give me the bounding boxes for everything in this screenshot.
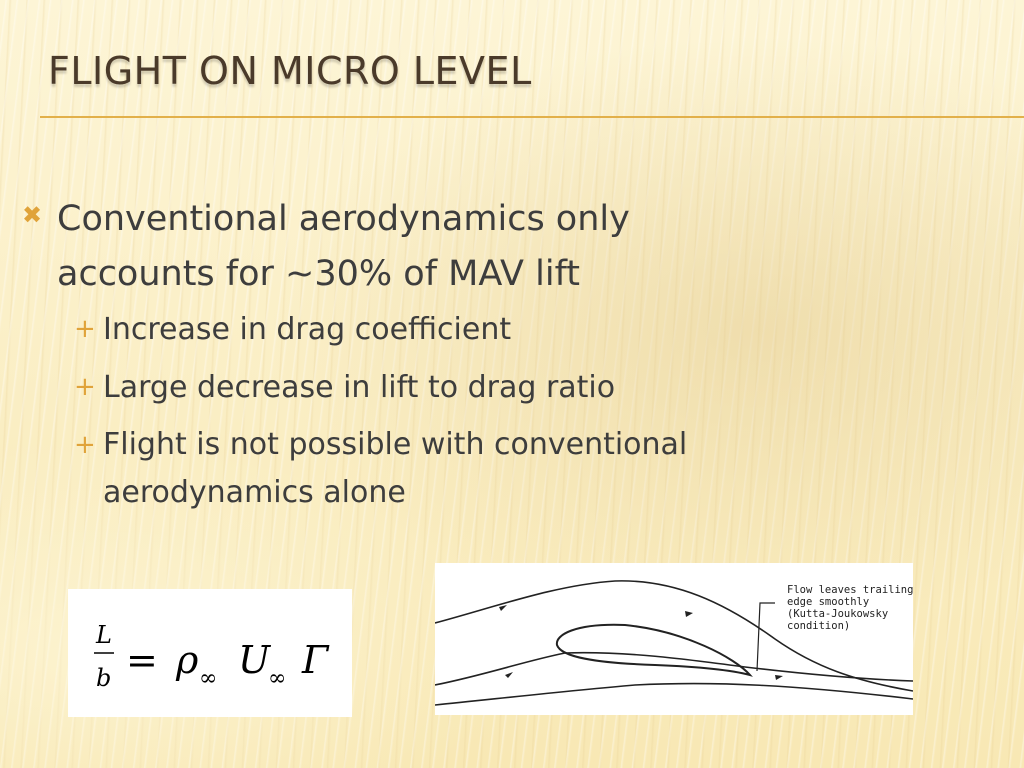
lift-formula: [68, 589, 352, 717]
formula-denominator-b: b: [96, 664, 112, 692]
formula-gamma: Γ: [302, 638, 329, 682]
title-divider: [40, 116, 1024, 118]
bullet-conventional-aerodynamics: Conventional aerodynamics only accounts for ~30% of MAV lift: [57, 199, 630, 294]
plus-bullet-icon: +: [74, 430, 96, 460]
annotation-line-4: condition): [787, 620, 851, 632]
slide-title: FLIGHT ON MICRO LEVEL: [48, 49, 532, 93]
formula-U-subscript: ∞: [268, 666, 287, 691]
formula-svg: [68, 589, 352, 717]
airfoil-shape: [557, 625, 750, 675]
flow-arrow-icon: [499, 605, 507, 611]
x-bullet-icon: ✖: [22, 201, 43, 229]
flow-arrow-icon: [505, 672, 513, 678]
formula-U: U: [238, 638, 271, 682]
formula-numerator-L: L: [96, 621, 112, 649]
annotation-line-3: (Kutta-Joukowsky: [787, 608, 889, 620]
formula-rho-subscript: ∞: [199, 666, 218, 691]
airfoil-flow-figure: [435, 563, 913, 715]
flow-arrow-icon: [685, 611, 693, 617]
airfoil-svg: [435, 563, 913, 715]
plus-bullet-icon: +: [74, 314, 96, 344]
lower-streamline: [435, 653, 913, 685]
annotation-line-1: Flow leaves trailing: [787, 584, 913, 596]
formula-equals: =: [126, 638, 158, 682]
annotation-line-2: edge smoothly: [787, 596, 870, 608]
formula-rho: ρ: [176, 638, 199, 682]
flow-arrow-icon: [775, 675, 783, 680]
subbullet-flight-not-possible: Flight is not possible with conventional aerodynamics alone: [103, 427, 688, 510]
subbullet-lift-to-drag: Large decrease in lift to drag ratio: [103, 370, 616, 405]
subbullet-drag-coefficient: Increase in drag coefficient: [103, 312, 512, 347]
plus-bullet-icon: +: [74, 372, 96, 402]
bottom-streamline: [435, 684, 913, 705]
